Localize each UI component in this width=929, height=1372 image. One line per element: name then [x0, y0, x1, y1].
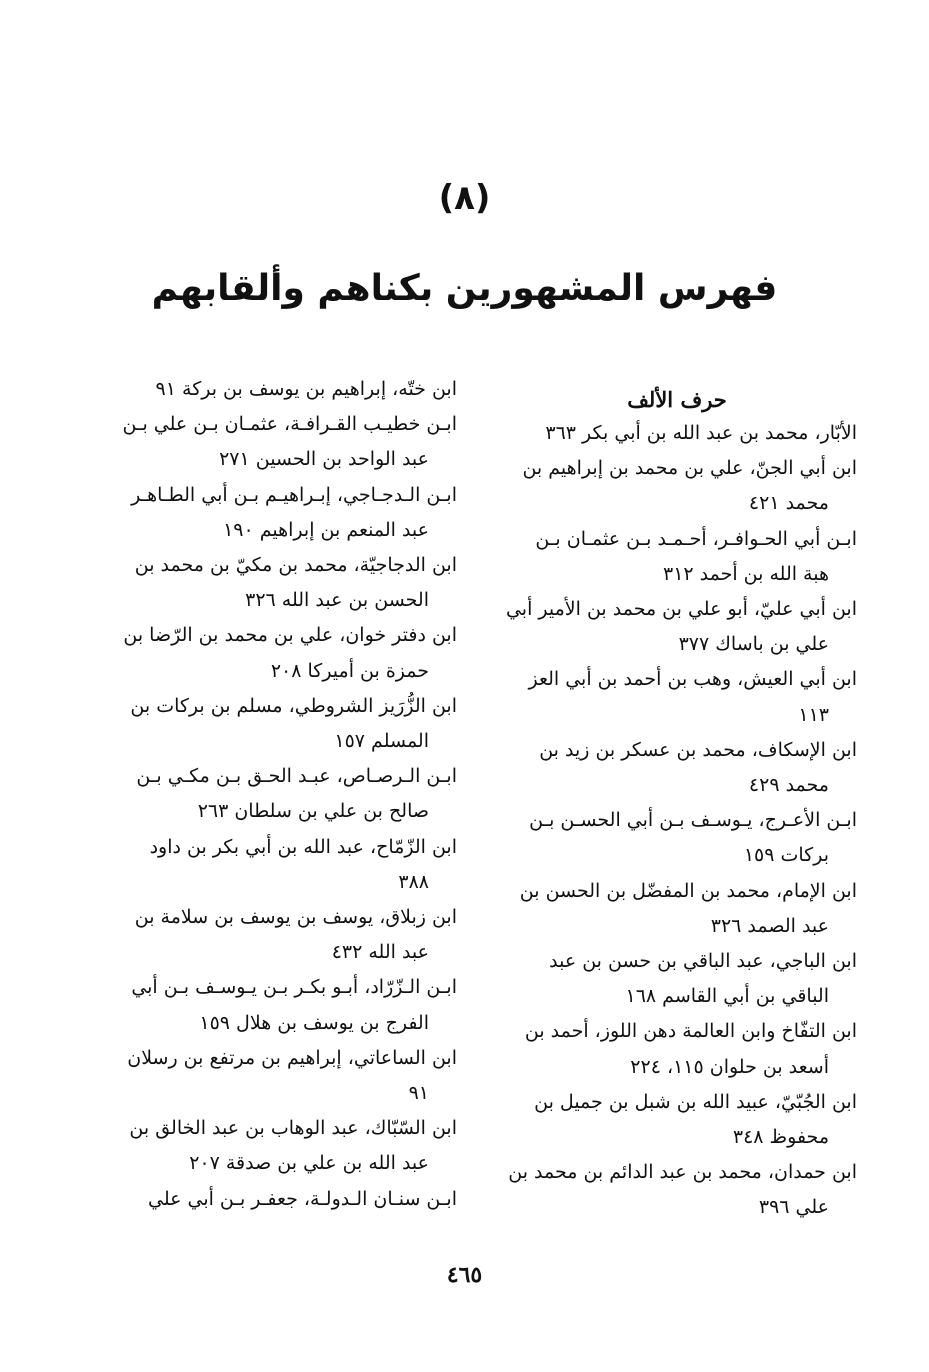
entry-continuation: عبد الواحد بن الحسين ٢٧١	[219, 448, 429, 471]
entry-continuation: الحسن بن عبد الله ٣٢٦	[245, 589, 429, 612]
entry-continuation: عبد الله بن علي بن صدقة ٢٠٧	[189, 1152, 429, 1175]
index-entry	[97, 618, 457, 688]
entry-text: ابـن الـرصـاص، عبـد الحـق بـن مكـي بـن	[136, 765, 457, 788]
entry-continuation: الفرج بن يوسف بن هلال ١٥٩	[199, 1011, 429, 1034]
entry-text: ابن الدجاجيّة، محمد بن مكيّ بن محمد بن	[134, 554, 457, 577]
entry-continuation: علي ٣٩٦	[758, 1196, 829, 1219]
entry-text: ابن أبي الجنّ، علي بن محمد بن إبراهيم بن	[522, 457, 857, 480]
entry-continuation: أسعد بن حلوان ١١٥، ٢٢٤	[630, 1055, 829, 1078]
left-entries	[97, 372, 457, 1217]
entry-text: ابن دفتر خوان، علي بن محمد بن الرّضا بن	[123, 624, 457, 647]
right-entries	[497, 416, 857, 1226]
index-entry	[97, 900, 457, 970]
index-entry	[97, 970, 457, 1040]
page-number: ٤٦٥	[446, 1262, 483, 1288]
index-entry	[97, 830, 457, 900]
left-column	[97, 372, 457, 1217]
entry-continuation: عبد المنعم بن إبراهيم ١٩٠	[223, 518, 429, 541]
entry-text: ابن السّبّاك، عبد الوهاب بن عبد الخالق بن	[129, 1117, 457, 1140]
index-entry	[497, 944, 857, 1014]
entry-text: ابن الباجي، عبد الباقي بن حسن بن عبد	[549, 950, 857, 973]
index-entry	[497, 662, 857, 732]
entry-text: ابـن سنـان الـدولـة، جعفـر بـن أبي علي	[147, 1187, 457, 1210]
entry-text: ابـن الأعـرج، يـوسـف بـن أبي الحسـن بـن	[529, 809, 857, 832]
entry-text: ابن حمدان، محمد بن عبد الدائم بن محمد بن	[508, 1161, 857, 1184]
index-entry	[497, 1155, 857, 1225]
entry-text: ابن ختّه، إبراهيم بن يوسف بن بركة ٩١	[155, 378, 457, 400]
entry-continuation: ١١٣	[798, 703, 829, 726]
entry-text: ابـن أبي الحـوافـر، أحـمـد بـن عثمـان بـن	[535, 527, 857, 550]
entry-continuation: عبد الصمد ٣٢٦	[710, 914, 829, 937]
entry-continuation: صالح بن علي بن سلطان ٢٦٣	[197, 800, 429, 823]
index-title: فهرس المشهورين بكناهم وألقابهم	[151, 268, 778, 309]
right-column	[497, 372, 857, 1226]
entry-text: الأبّار، محمد بن عبد الله بن أبي بكر ٣٦٣	[545, 422, 857, 444]
entry-continuation: بركات ١٥٩	[743, 844, 829, 867]
entry-text: ابـن الـدجـاجي، إبـراهيـم بـن أبي الطـاهـر	[131, 483, 457, 506]
index-entry	[497, 874, 857, 944]
entry-text: ابن زبلاق، يوسف بن يوسف بن سلامة بن	[134, 906, 457, 929]
entry-text: ابن الإمام، محمد بن المفضّل بن الحسن بن	[519, 879, 857, 902]
index-entry	[497, 733, 857, 803]
entry-continuation: علي بن باساك ٣٧٧	[678, 633, 829, 656]
index-entry	[97, 407, 457, 477]
index-entry	[97, 689, 457, 759]
entry-text: ابن أبي عليّ، أبو علي بن محمد بن الأمير أبي	[505, 598, 857, 621]
index-entry	[497, 416, 857, 451]
entry-continuation: الباقي بن أبي القاسم ١٦٨	[625, 985, 829, 1008]
entry-text: ابن الزُّرَيز الشروطي، مسلم بن بركات بن	[130, 694, 457, 717]
entry-continuation: حمزة بن أميركا ٢٠٨	[270, 659, 429, 682]
entry-text: ابـن خطيـب القـرافـة، عثمـان بـن علي بـن	[122, 413, 457, 436]
entry-text: ابـن الـزّرّاد، أبـو بكـر بـن يـوسـف بـن أبي	[131, 976, 457, 999]
index-entry	[497, 522, 857, 592]
index-entry	[497, 592, 857, 662]
section-number: (٨)	[438, 178, 491, 218]
entry-text: ابن التفّاخ وابن العالمة دهن اللوز، أحمد بن	[524, 1020, 857, 1043]
entry-text: ابن الزّمّاح، عبد الله بن أبي بكر بن داود	[149, 835, 457, 858]
index-entry	[497, 803, 857, 873]
entry-continuation: محمد ٤٢١	[748, 492, 829, 515]
index-entry	[97, 1041, 457, 1111]
entry-continuation: محمد ٤٢٩	[748, 774, 829, 797]
index-entry	[97, 548, 457, 618]
index-entry	[497, 1014, 857, 1084]
letter-heading: حرف الألف	[627, 387, 727, 412]
entry-continuation: ٩١	[408, 1082, 429, 1105]
entry-text: ابن الساعاتي، إبراهيم بن مرتفع بن رسلان	[127, 1046, 457, 1069]
index-entry	[97, 478, 457, 548]
entry-text: ابن الجُبّيّ، عبيد الله بن شبل بن جميل بن	[534, 1090, 857, 1113]
index-entry	[97, 372, 457, 407]
index-entry	[497, 1085, 857, 1155]
index-entry	[97, 759, 457, 829]
entry-continuation: هبة الله بن أحمد ٣١٢	[663, 562, 829, 585]
entry-text: ابن أبي العيش، وهب بن أحمد بن أبي العز	[528, 668, 857, 691]
entry-text: ابن الإسكاف، محمد بن عسكر بن زيد بن	[539, 738, 857, 761]
entry-continuation: عبد الله ٤٣٢	[331, 941, 429, 964]
index-entry	[97, 1111, 457, 1181]
entry-continuation: محفوظ ٣٤٨	[732, 1126, 829, 1149]
index-entry	[97, 1182, 457, 1217]
entry-continuation: ٣٨٨	[398, 870, 429, 893]
entry-continuation: المسلم ١٥٧	[334, 730, 429, 753]
index-entry	[497, 451, 857, 521]
